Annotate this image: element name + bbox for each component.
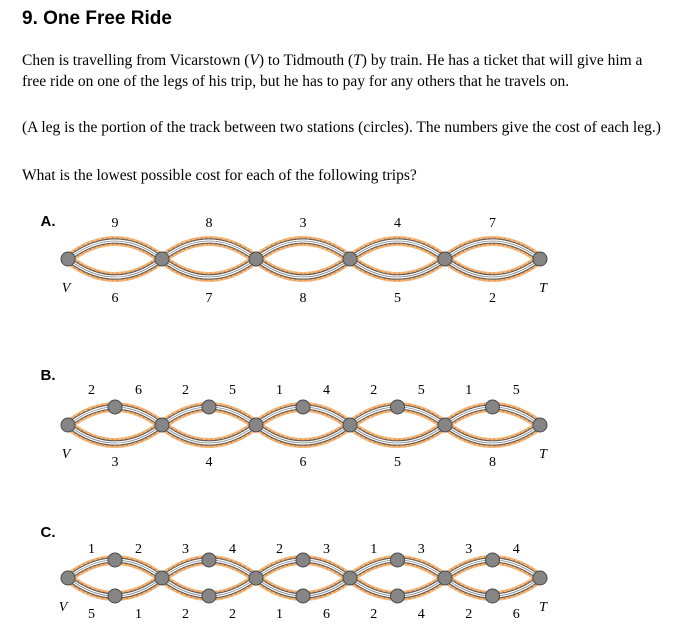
track-leg-bottom xyxy=(256,425,350,443)
cost-label: 4 xyxy=(417,607,425,622)
trip-label: B. xyxy=(40,367,56,384)
cost-label: 3 xyxy=(111,455,119,470)
cost-label: 3 xyxy=(182,542,189,557)
track-leg-bottom xyxy=(350,259,445,277)
cost-label: 3 xyxy=(323,542,330,557)
station-circle xyxy=(61,418,75,432)
cost-label: 5 xyxy=(512,383,520,398)
cost-label: 4 xyxy=(394,216,401,231)
trip-label: C. xyxy=(40,524,56,541)
start-label-v: V xyxy=(61,447,71,462)
cost-label: 6 xyxy=(323,607,330,622)
cost-label: 2 xyxy=(276,542,283,557)
cost-label: 4 xyxy=(323,383,330,398)
cost-label: 5 xyxy=(88,607,95,622)
station-circle xyxy=(486,553,500,567)
cost-label: 4 xyxy=(229,542,236,557)
intro-text-c: ) by train. He has a ticket that will give him a free ride on one of the legs of his trip, but he has to pay for any others that he travels on. xyxy=(22,52,643,90)
station-circle xyxy=(391,589,405,603)
track-leg-bottom xyxy=(162,425,256,443)
station-circle xyxy=(61,571,75,585)
trip-label: A. xyxy=(40,213,56,230)
track-leg-top xyxy=(162,241,256,259)
station-circle xyxy=(249,252,263,266)
station-circle xyxy=(438,418,452,432)
cost-label: 2 xyxy=(182,383,189,398)
station-circle xyxy=(486,400,500,414)
cost-label: 7 xyxy=(489,216,496,231)
station-circle xyxy=(202,553,216,567)
cost-label: 5 xyxy=(394,455,401,470)
station-circle xyxy=(533,418,547,432)
track-leg-bottom xyxy=(256,259,350,277)
cost-label: 3 xyxy=(299,216,307,231)
station-circle xyxy=(486,589,500,603)
station-circle xyxy=(249,418,263,432)
cost-label: 2 xyxy=(88,383,95,398)
track-leg-bottom xyxy=(445,259,540,277)
station-circle xyxy=(249,571,263,585)
station-circle xyxy=(61,252,75,266)
cost-label: 2 xyxy=(465,607,473,622)
cost-label: 3 xyxy=(465,542,473,557)
station-circle xyxy=(438,252,452,266)
intro-t: T xyxy=(353,52,362,69)
station-circle xyxy=(533,252,547,266)
end-label-t: T xyxy=(539,281,547,296)
cost-label: 9 xyxy=(111,216,119,231)
track-leg-bottom xyxy=(68,425,162,443)
track-leg-top xyxy=(445,241,540,259)
cost-label: 5 xyxy=(394,291,401,306)
cost-label: 5 xyxy=(417,383,425,398)
question-text: What is the lowest possible cost for each of the following trips? xyxy=(22,167,417,184)
cost-label: 1 xyxy=(276,383,283,398)
cost-label: 7 xyxy=(205,291,213,306)
station-circle xyxy=(155,418,169,432)
cost-label: 1 xyxy=(465,383,473,398)
station-circle xyxy=(533,571,547,585)
track-leg-bottom xyxy=(445,425,540,443)
station-circle xyxy=(155,252,169,266)
station-circle xyxy=(108,400,122,414)
station-circle xyxy=(391,400,405,414)
cost-label: 8 xyxy=(205,216,213,231)
cost-label: 2 xyxy=(370,383,378,398)
intro-text-b: ) to Tidmouth ( xyxy=(258,52,354,69)
cost-label: 5 xyxy=(229,383,236,398)
station-circle xyxy=(391,553,405,567)
end-label-t: T xyxy=(539,600,547,615)
cost-label: 2 xyxy=(182,607,189,622)
station-circle xyxy=(108,589,122,603)
cost-label: 2 xyxy=(229,607,236,622)
cost-label: 1 xyxy=(276,607,283,622)
cost-label: 6 xyxy=(111,291,119,306)
start-label-v: V xyxy=(61,281,71,296)
cost-label: 1 xyxy=(370,542,378,557)
station-circle xyxy=(438,571,452,585)
cost-label: 4 xyxy=(512,542,520,557)
track-leg-bottom xyxy=(350,425,445,443)
cost-label: 3 xyxy=(417,542,425,557)
station-circle xyxy=(296,400,310,414)
station-circle xyxy=(296,553,310,567)
intro-text-a: Chen is travelling from Vicarstown ( xyxy=(22,52,250,69)
intro-v: V xyxy=(249,52,259,69)
cost-label: 4 xyxy=(205,455,213,470)
cost-label: 8 xyxy=(489,455,496,470)
cost-label: 2 xyxy=(135,542,142,557)
cost-label: 1 xyxy=(135,607,142,622)
track-leg-top xyxy=(350,241,445,259)
track-leg-top xyxy=(68,241,162,259)
cost-label: 1 xyxy=(88,542,95,557)
station-circle xyxy=(108,553,122,567)
end-label-t: T xyxy=(539,447,547,462)
station-circle xyxy=(296,589,310,603)
cost-label: 6 xyxy=(512,607,520,622)
problem-title: 9. One Free Ride xyxy=(22,8,172,29)
station-circle xyxy=(343,571,357,585)
track-leg-bottom xyxy=(162,259,256,277)
cost-label: 8 xyxy=(299,291,307,306)
station-circle xyxy=(202,400,216,414)
station-circle xyxy=(155,571,169,585)
cost-label: 2 xyxy=(370,607,378,622)
cost-label: 6 xyxy=(135,383,142,398)
station-circle xyxy=(202,589,216,603)
start-label-v: V xyxy=(58,600,68,615)
station-circle xyxy=(343,418,357,432)
station-circle xyxy=(343,252,357,266)
cost-label: 6 xyxy=(299,455,307,470)
track-leg-top xyxy=(256,241,350,259)
track-leg-bottom xyxy=(68,259,162,277)
leg-explanation: (A leg is the portion of the track between two stations (circles). The numbers give the cost of each leg.) xyxy=(22,119,661,136)
cost-label: 2 xyxy=(489,291,496,306)
